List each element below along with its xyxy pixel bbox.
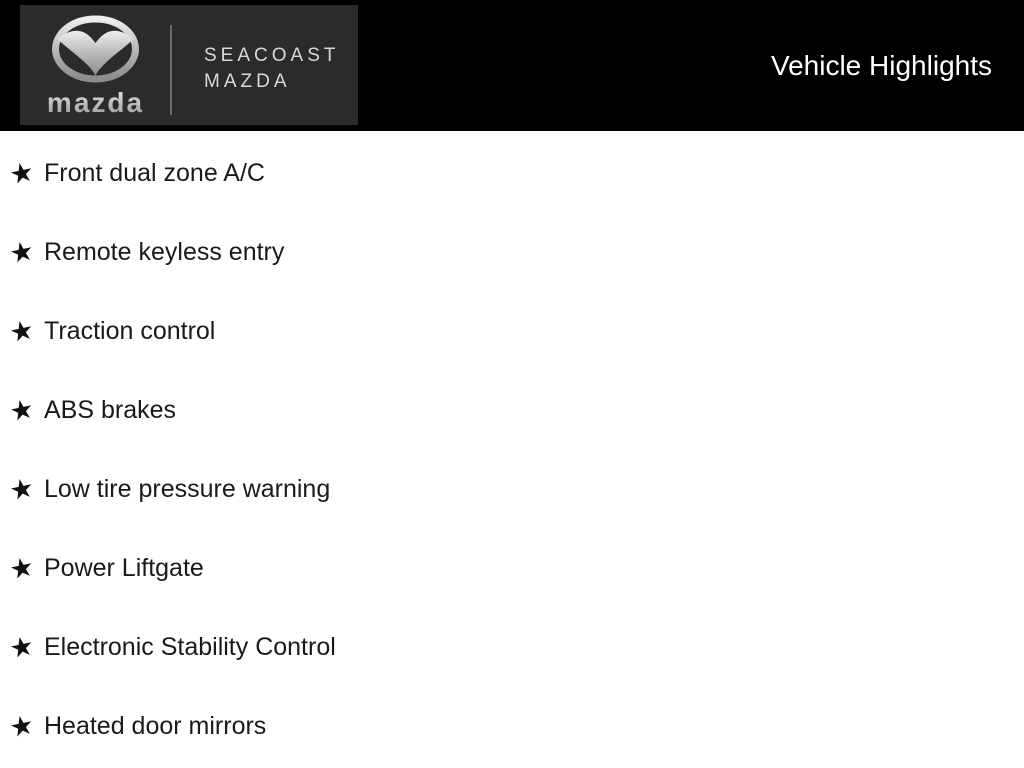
highlight-item — [6, 292, 1024, 371]
header-bar — [0, 0, 1024, 131]
highlight-label: Low tire pressure warning — [44, 475, 331, 503]
page-title: Vehicle Highlights — [770, 49, 992, 81]
highlight-label: Electronic Stability Control — [44, 633, 336, 661]
highlight-item — [6, 371, 1024, 450]
highlight-label: Remote keyless entry — [44, 238, 285, 266]
highlight-item — [6, 450, 1024, 529]
highlight-label: ABS brakes — [44, 396, 177, 424]
highlight-label: Power Liftgate — [44, 554, 204, 582]
highlight-item — [6, 213, 1024, 292]
star-icon: ★ — [6, 630, 37, 665]
highlight-item — [6, 608, 1024, 687]
star-icon: ★ — [6, 235, 37, 270]
star-icon: ★ — [6, 472, 37, 507]
highlight-label: Traction control — [44, 317, 216, 345]
star-icon: ★ — [6, 709, 37, 744]
highlights-list — [0, 131, 1024, 766]
highlight-item — [6, 529, 1024, 608]
highlight-item — [6, 134, 1024, 213]
highlight-item — [6, 687, 1024, 766]
dealer-name-line2: MAZDA — [204, 71, 291, 92]
star-icon: ★ — [6, 314, 37, 349]
dealer-logo — [20, 5, 358, 125]
highlights-section — [0, 131, 1024, 766]
highlight-label: Front dual zone A/C — [44, 159, 265, 187]
highlight-label: Heated door mirrors — [44, 712, 267, 740]
dealer-name — [204, 43, 339, 95]
mazda-wordmark: mazda — [46, 87, 145, 118]
star-icon: ★ — [6, 393, 37, 428]
mazda-logo-icon — [32, 13, 160, 121]
logo-divider — [170, 25, 172, 115]
star-icon: ★ — [6, 551, 37, 586]
star-icon: ★ — [6, 156, 37, 191]
dealer-name-line1: SEACOAST — [204, 45, 340, 66]
